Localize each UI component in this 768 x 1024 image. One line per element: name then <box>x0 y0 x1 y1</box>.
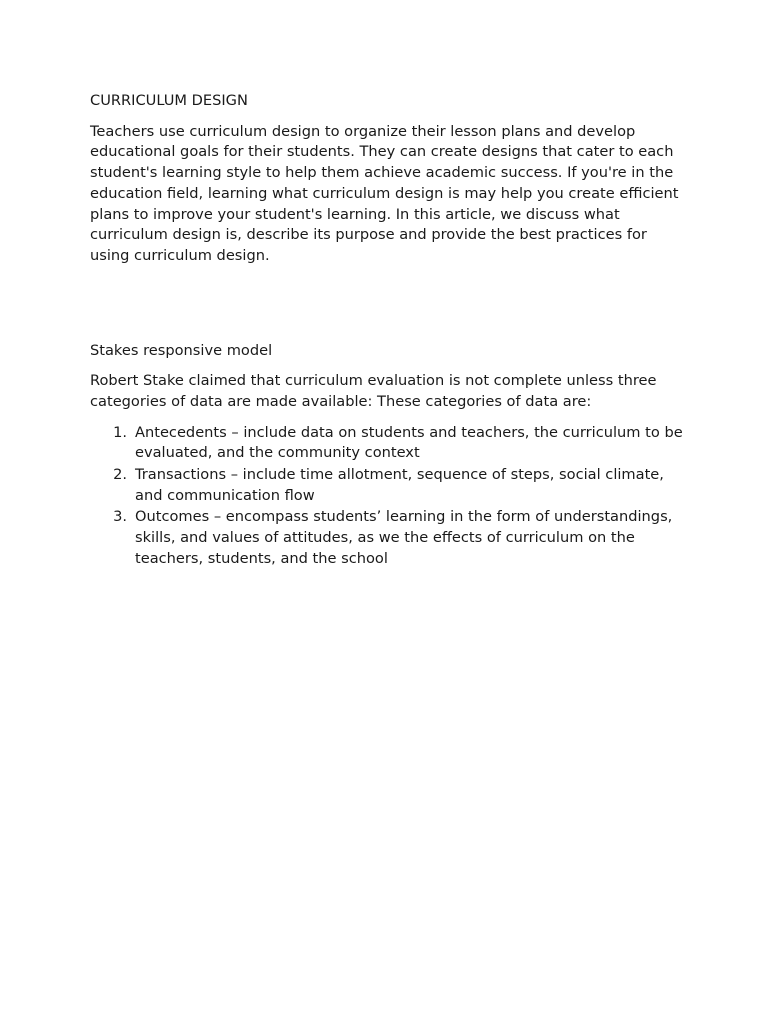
list-item-text: Outcomes – encompass students’ learning in the form of understandings, skills, and values of attitudes, as we the effects of curriculum on the teachers, students, and the school <box>135 508 673 567</box>
list-item <box>90 507 690 569</box>
list-item-number: 1. <box>113 423 127 441</box>
list-item-text: Antecedents – include data on students and teachers, the curriculum to be evaluated, and the community context <box>135 423 683 462</box>
list-item <box>90 465 690 506</box>
list-item <box>90 423 690 464</box>
document-page <box>90 91 690 570</box>
list-item-number: 3. <box>113 508 127 526</box>
section-heading: Stakes responsive model <box>90 341 273 359</box>
intro-paragraph: Teachers use curriculum design to organize their lesson plans and develop educational goals for their students. They can create designs that cater to each student's learning style to help them achieve academic success. If you're in the education field, learning what curriculum design is may help you create efficient plans to improve your student's learning. In this article, we discuss what curriculum design is, describe its purpose and provide the best practices for using curriculum design. <box>90 122 679 264</box>
section-paragraph: Robert Stake claimed that curriculum evaluation is not complete unless three categories of data are made available: These categories of data are: <box>90 372 657 411</box>
list-item-text: Transactions – include time allotment, sequence of steps, social climate, and communication flow <box>135 465 664 504</box>
numbered-list <box>90 423 690 570</box>
document-title: CURRICULUM DESIGN <box>90 92 248 109</box>
list-item-number: 2. <box>113 465 127 483</box>
